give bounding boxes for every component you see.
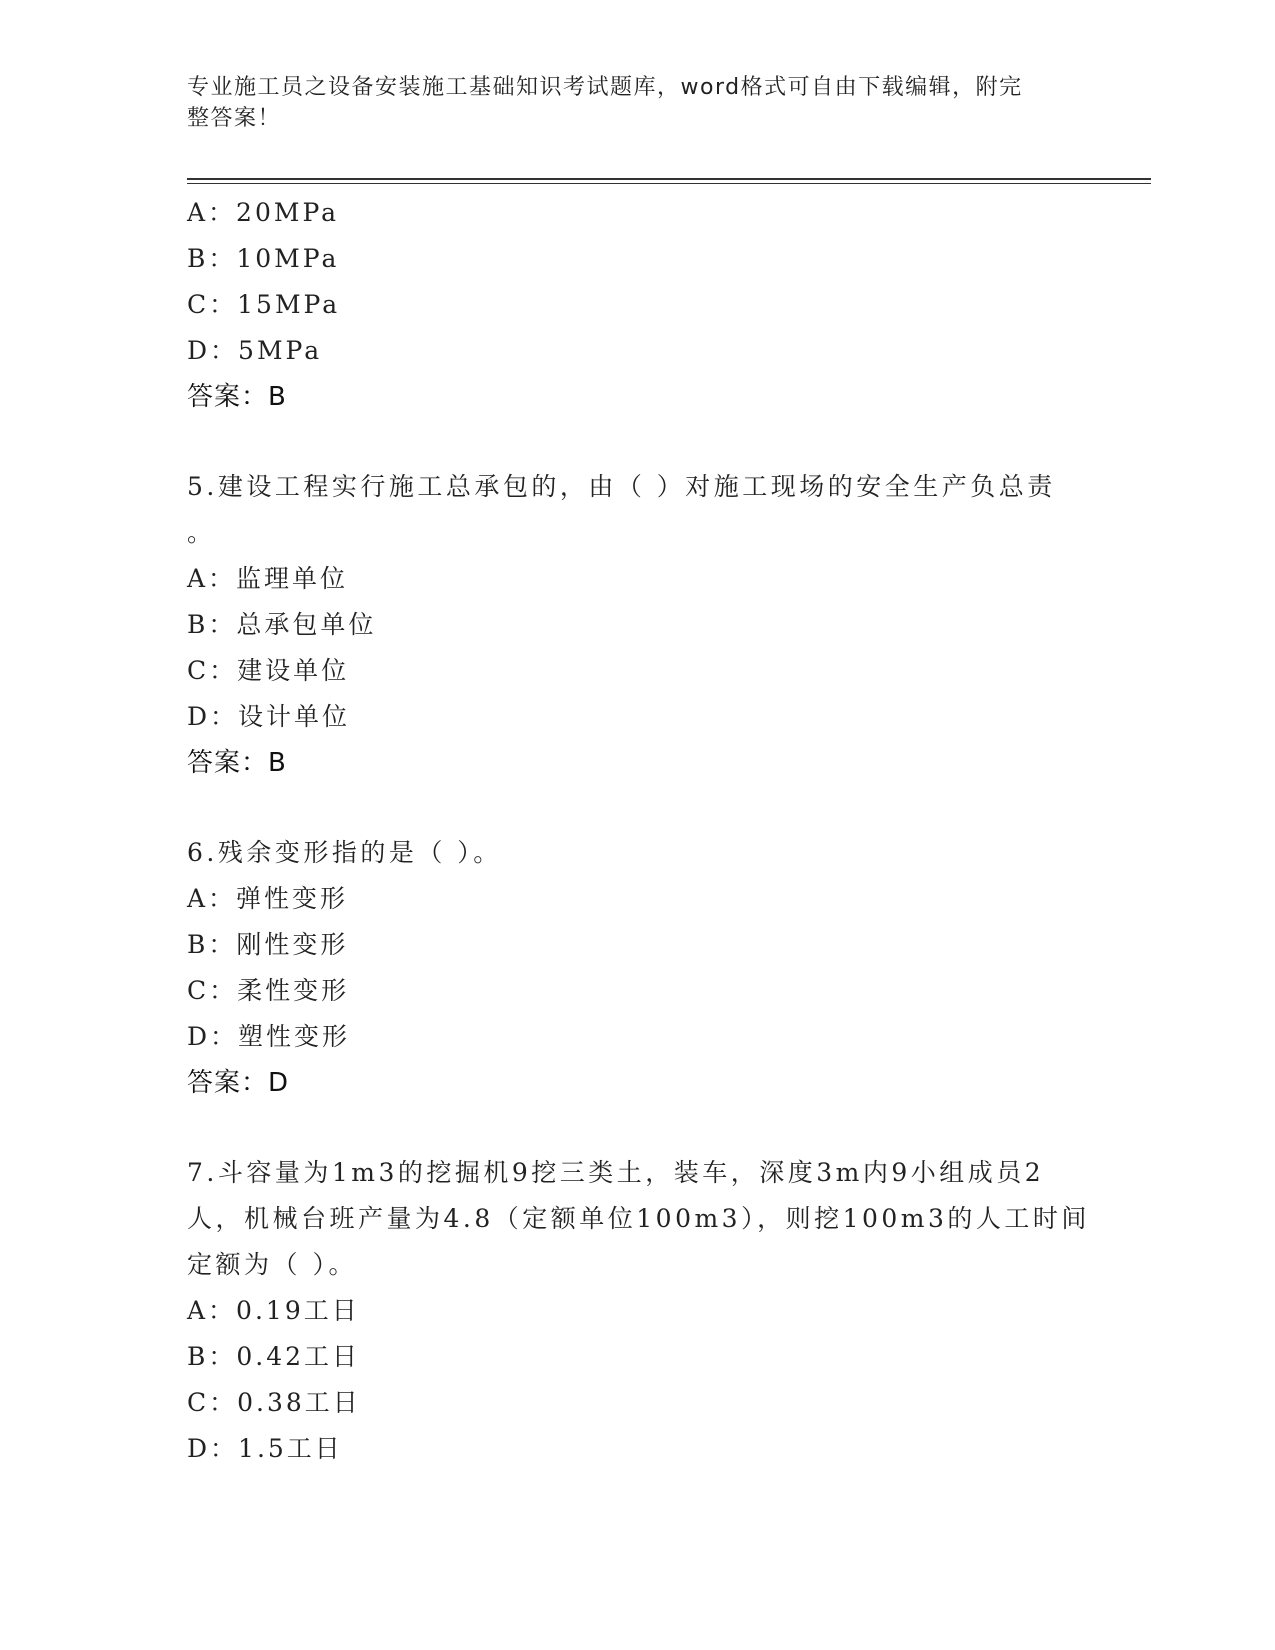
question-5 (187, 464, 1087, 786)
question-6 (187, 830, 1087, 1106)
question-4 (187, 190, 1087, 420)
option-a: A：0.19工日 (187, 1296, 360, 1325)
document-header (187, 72, 1067, 134)
option-b: B：总承包单位 (187, 610, 377, 639)
header-line-2: 整答案！ (187, 106, 282, 131)
option-a: A：20MPa (187, 198, 340, 227)
header-divider-thick (187, 178, 1151, 180)
question-7 (187, 1150, 1090, 1472)
header-line-1: 专业施工员之设备安装施工基础知识考试题库，word格式可自由下载编辑，附完 (187, 75, 1023, 100)
option-a: A：弹性变形 (187, 884, 349, 913)
option-b: B：10MPa (187, 244, 340, 273)
option-a: A：监理单位 (187, 564, 349, 593)
option-c: C：15MPa (187, 290, 341, 319)
question-stem-line: 6.残余变形指的是（ ）。 (187, 838, 502, 867)
option-d: D：塑性变形 (187, 1022, 351, 1051)
option-d: D：设计单位 (187, 702, 351, 731)
answer: 答案：D (187, 1068, 290, 1098)
question-stem (187, 1150, 1090, 1288)
question-stem-line: 7.斗容量为1m3的挖掘机9挖三类土，装车，深度3m内9小组成员2 (187, 1158, 1045, 1187)
answer: 答案：B (187, 382, 287, 412)
header-divider-thin (187, 183, 1151, 184)
option-c: C：柔性变形 (187, 976, 350, 1005)
question-stem-line: 人，机械台班产量为4.8（定额单位100m3），则挖100m3的人工时间 (187, 1204, 1090, 1233)
option-b: B：0.42工日 (187, 1342, 361, 1371)
answer: 答案：B (187, 748, 287, 778)
option-d: D：5MPa (187, 336, 323, 365)
question-list (187, 190, 1090, 1472)
question-stem-line: 5.建设工程实行施工总承包的，由（ ）对施工现场的安全生产负总责 (187, 472, 1056, 501)
option-b: B：刚性变形 (187, 930, 349, 959)
question-stem-line: 定额为（ ）。 (187, 1250, 357, 1279)
question-stem (187, 830, 1067, 876)
question-stem-line: 。 (187, 518, 216, 547)
option-d: D：1.5工日 (187, 1434, 343, 1463)
option-c: C：0.38工日 (187, 1388, 361, 1417)
question-stem (187, 464, 1067, 556)
option-c: C：建设单位 (187, 656, 350, 685)
